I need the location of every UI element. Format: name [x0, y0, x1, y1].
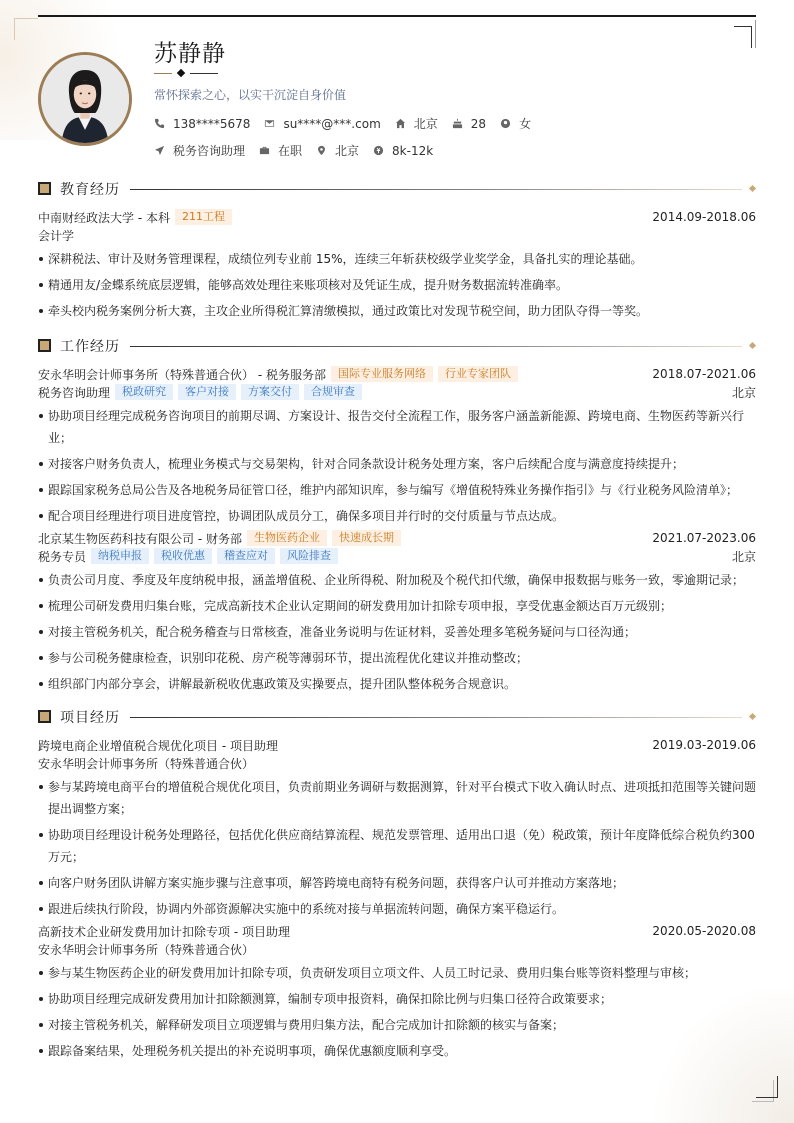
job-intent-row — [154, 142, 447, 159]
corner-decoration-bottom-right — [756, 1076, 778, 1098]
project-entry-header — [38, 922, 756, 940]
gender-icon — [500, 118, 511, 129]
cake-icon — [452, 118, 463, 129]
age-text: 28 — [470, 116, 487, 131]
work-city: 北京 — [731, 385, 756, 400]
work-entry-header — [38, 529, 756, 547]
phone-icon — [154, 118, 165, 129]
skill-tag: 合规审查 — [304, 384, 362, 400]
target-role-text: 税务咨询助理 — [173, 144, 246, 158]
school-tag: 211工程 — [175, 209, 232, 225]
email-text: su****@***.com — [283, 116, 381, 131]
section-diamond-icon — [749, 342, 756, 349]
section-header — [38, 180, 756, 198]
status-item — [259, 142, 302, 159]
list-item: 跟踪国家税务总局公告及各地税务局征管口径，维护内部知识库，参与编写《增值税特殊业务操作指引》与《行业税务风险清单》； — [38, 479, 756, 501]
work-period: 2021.07-2023.06 — [652, 531, 756, 545]
section-title: 项目经历 — [60, 710, 120, 726]
project-org: 安永华明会计师事务所（特殊普通合伙） — [38, 942, 255, 957]
company-tag: 生物医药企业 — [247, 530, 327, 546]
section-title: 教育经历 — [60, 182, 120, 198]
company-name: 北京某生物医药科技有限公司 - 财务部 — [38, 531, 242, 546]
skill-tag: 方案交付 — [241, 384, 299, 400]
skill-tag: 稽查应对 — [217, 548, 275, 564]
target-city-text: 北京 — [335, 144, 360, 158]
project-bullets — [38, 776, 756, 920]
company-tag: 行业专家团队 — [438, 366, 518, 382]
contact-row — [154, 115, 545, 132]
role-line — [38, 547, 756, 565]
list-item: 精通用友/金蝶系统底层逻辑，能够高效处理往来账项核对及凭证生成，提升财务数据流转准确率。 — [38, 274, 756, 296]
list-item: 参与某跨境电商平台的增值税合规优化项目，负责前期业务调研与数据测算，针对平台模式下收入确认时点、进项抵扣范围等关键问题提出调整方案； — [38, 776, 756, 820]
list-item: 负责公司月度、季度及年度纳税申报，涵盖增值税、企业所得税、附加税及个税代扣代缴，确保申报数据与账务一致，零逾期记录； — [38, 569, 756, 591]
target-role-item — [154, 142, 245, 159]
role-line — [38, 383, 756, 401]
company-name: 安永华明会计师事务所（特殊普通合伙） - 税务服务部 — [38, 367, 326, 382]
work-period: 2018.07-2021.06 — [652, 367, 756, 381]
section-marker-icon — [38, 710, 51, 723]
gender-item — [500, 115, 531, 132]
list-item: 协助项目经理完成研发费用加计扣除额测算，编制专项申报资料，确保扣除比例与归集口径符合政策要求； — [38, 988, 756, 1010]
project-period: 2019.03-2019.06 — [652, 738, 756, 752]
coin-icon — [373, 145, 384, 156]
section-marker-icon — [38, 339, 51, 352]
school-name: 中南财经政法大学 - 本科 — [38, 210, 170, 225]
project-org: 安永华明会计师事务所（特殊普通合伙） — [38, 756, 255, 771]
target-city-item — [316, 142, 359, 159]
location-pin-icon — [316, 145, 327, 156]
list-item: 参与公司税务健康检查，识别印花税、房产税等薄弱环节，提出流程优化建议并推动整改； — [38, 647, 756, 669]
send-icon — [154, 145, 165, 156]
skill-tag: 税收优惠 — [154, 548, 212, 564]
work-entry-header — [38, 365, 756, 383]
work-bullets — [38, 569, 756, 695]
project-org-line — [38, 940, 756, 958]
section-marker-icon — [38, 182, 51, 195]
skill-tag: 纳税申报 — [91, 548, 149, 564]
projects-section — [38, 708, 756, 1062]
skill-tag: 风险排查 — [280, 548, 338, 564]
list-item: 深耕税法、审计及财务管理课程，成绩位列专业前 15%，连续三年斩获校级学业奖学金，具备扎实的理论基础。 — [38, 248, 756, 270]
gender-text: 女 — [519, 117, 532, 131]
project-title: 高新技术企业研发费用加计扣除专项 - 项目助理 — [38, 924, 290, 939]
section-title: 工作经历 — [60, 339, 120, 355]
motto: 常怀探索之心，以实干沉淀自身价值 — [154, 88, 347, 102]
section-divider — [130, 189, 742, 190]
role-title: 税务专员 — [38, 549, 87, 564]
salary-item — [373, 144, 433, 158]
location-item — [395, 115, 438, 132]
phone-text: 138****5678 — [173, 116, 251, 131]
project-period: 2020.05-2020.08 — [652, 924, 756, 938]
candidate-name: 苏静静 — [154, 41, 226, 67]
list-item: 组织部门内部分享会，讲解最新税收优惠政策及实操要点，提升团队整体税务合规意识。 — [38, 673, 756, 695]
skill-tag: 税政研究 — [115, 384, 173, 400]
phone-item — [154, 117, 250, 131]
education-bullets — [38, 248, 756, 322]
company-tag: 快速成长期 — [332, 530, 401, 546]
section-divider — [130, 717, 742, 718]
list-item: 对接主管税务机关，配合税务稽查与日常核查，准备业务说明与佐证材料，妥善处理多笔税务疑问与口径沟通； — [38, 621, 756, 643]
avatar-portrait — [41, 55, 129, 143]
section-header — [38, 337, 756, 355]
list-item: 跟踪备案结果，处理税务机关提出的补充说明事项，确保优惠额度顺利享受。 — [38, 1040, 756, 1062]
major: 会计学 — [38, 228, 75, 243]
corner-decoration-top-left — [14, 18, 38, 40]
corner-decoration-top-right — [734, 26, 752, 48]
top-rule — [38, 15, 756, 17]
section-header — [38, 708, 756, 726]
avatar — [38, 52, 132, 146]
email-item — [264, 117, 380, 131]
list-item: 向客户财务团队讲解方案实施步骤与注意事项，解答跨境电商特有税务问题，获得客户认可并推动方案落地； — [38, 872, 756, 894]
list-item: 配合项目经理进行项目进度管控，协调团队成员分工，确保多项目并行时的交付质量与节点达成。 — [38, 505, 756, 527]
company-tag: 国际专业服务网络 — [331, 366, 433, 382]
work-bullets — [38, 405, 756, 527]
project-title: 跨境电商企业增值税合规优化项目 - 项目助理 — [38, 738, 278, 753]
list-item: 牵头校内税务案例分析大赛，主攻企业所得税汇算清缴模拟，通过政策比对发现节税空间，助力团队夺得一等奖。 — [38, 300, 756, 322]
work-city: 北京 — [731, 549, 756, 564]
list-item: 跟进后续执行阶段，协调内外部资源解决实施中的系统对接与单据流转问题，确保方案平稳运行。 — [38, 898, 756, 920]
education-period: 2014.09-2018.06 — [652, 210, 756, 224]
section-diamond-icon — [749, 185, 756, 192]
project-entry-header — [38, 736, 756, 754]
status-text: 在职 — [278, 144, 303, 158]
list-item: 协助项目经理完成税务咨询项目的前期尽调、方案设计、报告交付全流程工作，服务客户涵盖新能源、跨境电商、生物医药等新兴行业； — [38, 405, 756, 449]
mail-icon — [264, 118, 275, 129]
project-bullets — [38, 962, 756, 1062]
section-diamond-icon — [749, 713, 756, 720]
salary-text: 8k-12k — [392, 143, 434, 158]
list-item: 协助项目经理设计税务处理路径，包括优化供应商结算流程、规范发票管理、适用出口退（免）税政策，预计年度降低综合税负约300万元； — [38, 824, 756, 868]
major-line — [38, 226, 756, 244]
list-item: 参与某生物医药企业的研发费用加计扣除专项，负责研发项目立项文件、人员工时记录、费用归集台账等资料整理与审核； — [38, 962, 756, 984]
work-section — [38, 337, 756, 695]
project-org-line — [38, 754, 756, 772]
role-title: 税务咨询助理 — [38, 385, 111, 400]
list-item: 对接客户财务负责人，梳理业务模式与交易架构，针对合同条款设计税务处理方案，客户后续配合度与满意度持续提升； — [38, 453, 756, 475]
list-item: 梳理公司研发费用归集台账，完成高新技术企业认定期间的研发费用加计扣除专项申报，享受优惠金额达百万元级别； — [38, 595, 756, 617]
name-divider — [154, 68, 220, 80]
age-item — [452, 117, 486, 131]
location-text: 北京 — [413, 117, 438, 131]
education-entry-header — [38, 208, 756, 226]
section-divider — [130, 346, 742, 347]
briefcase-icon — [259, 145, 270, 156]
home-icon — [395, 118, 406, 129]
list-item: 对接主管税务机关，解释研发项目立项逻辑与费用归集方法，配合完成加计扣除额的核实与备案； — [38, 1014, 756, 1036]
skill-tag: 客户对接 — [178, 384, 236, 400]
education-section — [38, 180, 756, 322]
